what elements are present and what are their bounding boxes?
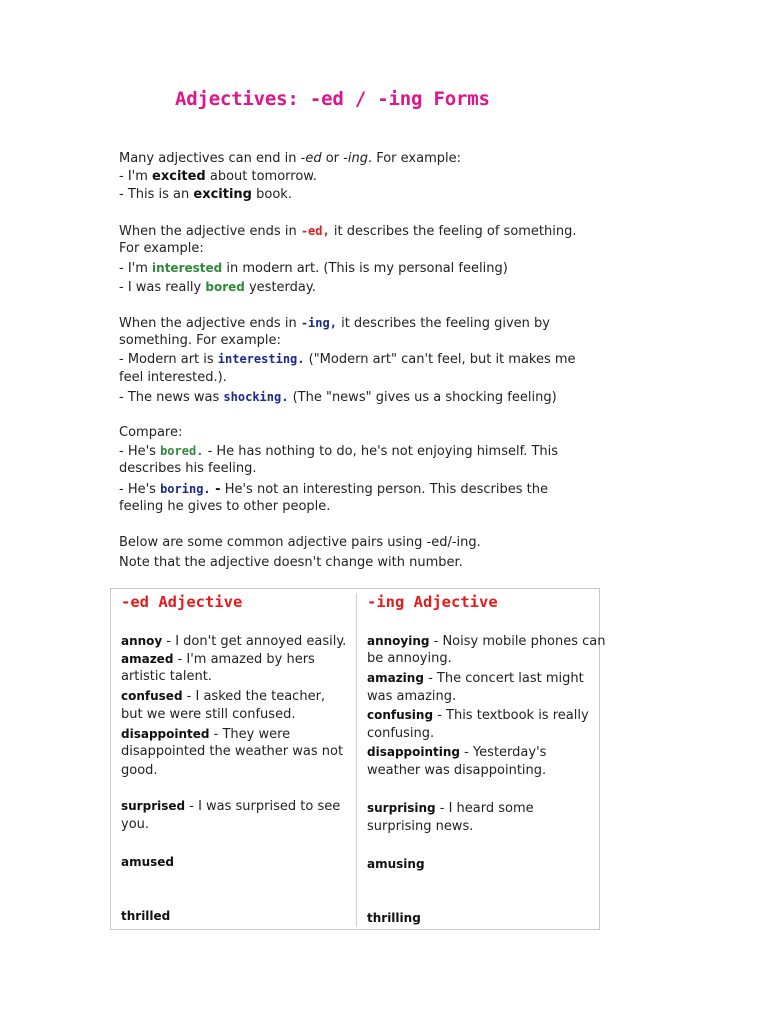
- keyword: amazed: [121, 652, 174, 666]
- text: - He's: [119, 482, 161, 497]
- keyword: confused: [121, 689, 183, 703]
- ed-example: [119, 278, 316, 298]
- text: Many adjectives can end in: [119, 151, 301, 166]
- table-entry: [121, 632, 346, 652]
- text: - He's: [119, 444, 161, 459]
- table-entry: [367, 743, 546, 763]
- table-entry-cont: surprising news.: [367, 819, 474, 834]
- keyword: bored: [205, 280, 245, 294]
- text: yesterday.: [244, 280, 316, 295]
- ing-example: [119, 350, 576, 370]
- text: - I asked the teacher,: [182, 689, 326, 704]
- note-line: Below are some common adjective pairs using -ed/-ing.: [119, 535, 481, 550]
- text: -ed: [300, 151, 322, 166]
- text: - Noisy mobile phones can: [429, 634, 606, 649]
- intro-example: [119, 186, 292, 205]
- table-entry-cont: be annoying.: [367, 651, 452, 666]
- table-entry: [367, 909, 421, 929]
- table-entry: [367, 855, 425, 875]
- keyword: amazing: [367, 671, 424, 685]
- table-entry: [121, 797, 340, 817]
- text: book.: [252, 187, 292, 202]
- keyword: boring.: [160, 482, 211, 496]
- keyword: interesting.: [217, 352, 305, 366]
- compare-line: [119, 442, 558, 462]
- text: - I was really: [119, 280, 206, 295]
- keyword: annoy: [121, 634, 163, 648]
- table-entry-cont: good.: [121, 763, 158, 778]
- text: (The "news" gives us a shocking feeling): [288, 390, 557, 405]
- table-entry: [121, 907, 170, 927]
- compare-line-cont: feeling he gives to other people.: [119, 499, 331, 514]
- ed-rule-line2: For example:: [119, 241, 204, 256]
- keyword: -ed,: [300, 224, 330, 238]
- adjective-pairs-table: [110, 588, 606, 930]
- ing-example: [119, 388, 557, 408]
- keyword: disappointed: [121, 727, 210, 741]
- ing-rule-line2: something. For example:: [119, 333, 281, 348]
- table-entry: [121, 687, 325, 707]
- ing-rule: [119, 314, 550, 334]
- table-entry-cont: you.: [121, 817, 150, 832]
- text: -: [210, 482, 221, 497]
- ed-example: [119, 259, 508, 279]
- table-entry: [367, 799, 534, 819]
- text: - They were: [209, 727, 291, 742]
- keyword: amusing: [367, 857, 425, 871]
- text: -ing: [343, 151, 368, 166]
- keyword: exciting: [193, 187, 252, 202]
- keyword: confusing: [367, 708, 434, 722]
- text: it describes the feeling of something.: [329, 224, 577, 239]
- keyword: surprising: [367, 801, 436, 815]
- keyword: -ing,: [300, 316, 337, 330]
- text: - This is an: [119, 187, 194, 202]
- ed-rule: [119, 222, 577, 242]
- keyword: thrilling: [367, 911, 421, 925]
- table-entry-cont: was amazing.: [367, 689, 457, 704]
- table-entry: [367, 669, 584, 689]
- keyword: bored.: [160, 444, 204, 458]
- ing-example-cont: feel interested.).: [119, 370, 227, 385]
- ing-column-header: -ing Adjective: [367, 593, 498, 611]
- text: - Yesterday's: [460, 745, 547, 760]
- keyword: disappointing: [367, 745, 461, 759]
- keyword: excited: [152, 169, 206, 184]
- text: When the adjective ends in: [119, 316, 301, 331]
- text: - Modern art is: [119, 352, 218, 367]
- keyword: shocking.: [223, 390, 289, 404]
- text: it describes the feeling given by: [336, 316, 550, 331]
- text: about tomorrow.: [205, 169, 317, 184]
- table-entry: [121, 725, 290, 745]
- text: - This textbook is really: [433, 708, 589, 723]
- ed-column-header: -ed Adjective: [121, 593, 243, 611]
- text: - I don't get annoyed easily.: [162, 634, 347, 649]
- compare-line: [119, 480, 548, 500]
- table-entry: [121, 650, 315, 670]
- table-entry-cont: confusing.: [367, 726, 435, 741]
- text: ("Modern art" can't feel, but it makes me: [304, 352, 576, 367]
- note-line: Note that the adjective doesn't change with number.: [119, 555, 463, 570]
- text: - I'm: [119, 261, 153, 276]
- compare-line-cont: describes his feeling.: [119, 461, 257, 476]
- text: - I heard some: [435, 801, 534, 816]
- intro-example: [119, 168, 317, 187]
- table-entry-cont: weather was disappointing.: [367, 763, 547, 778]
- text: - I was surprised to see: [185, 799, 341, 814]
- text: He's not an interesting person. This describes the: [220, 482, 548, 497]
- table-entry-cont: disappointed the weather was not: [121, 744, 344, 759]
- text: or: [321, 151, 344, 166]
- text: - I'm: [119, 169, 153, 184]
- table-entry: [121, 853, 174, 873]
- column-divider: [356, 593, 357, 927]
- text: - The news was: [119, 390, 224, 405]
- text: - The concert last might: [423, 671, 584, 686]
- table-entry-cont: artistic talent.: [121, 669, 212, 684]
- text: When the adjective ends in: [119, 224, 301, 239]
- page-title: Adjectives: -ed / -ing Forms: [175, 88, 490, 110]
- compare-heading: Compare:: [119, 425, 183, 440]
- table-entry-cont: but we were still confused.: [121, 707, 296, 722]
- keyword: annoying: [367, 634, 430, 648]
- text: . For example:: [367, 151, 461, 166]
- table-entry: [367, 632, 606, 652]
- keyword: amused: [121, 855, 175, 869]
- keyword: surprised: [121, 799, 186, 813]
- keyword: interested: [152, 261, 223, 275]
- keyword: thrilled: [121, 909, 171, 923]
- text: - I'm amazed by hers: [173, 652, 315, 667]
- intro-line: [119, 150, 461, 169]
- table-entry: [367, 706, 589, 726]
- text: - He has nothing to do, he's not enjoying himself. This: [203, 444, 559, 459]
- text: in modern art. (This is my personal feeling): [222, 261, 508, 276]
